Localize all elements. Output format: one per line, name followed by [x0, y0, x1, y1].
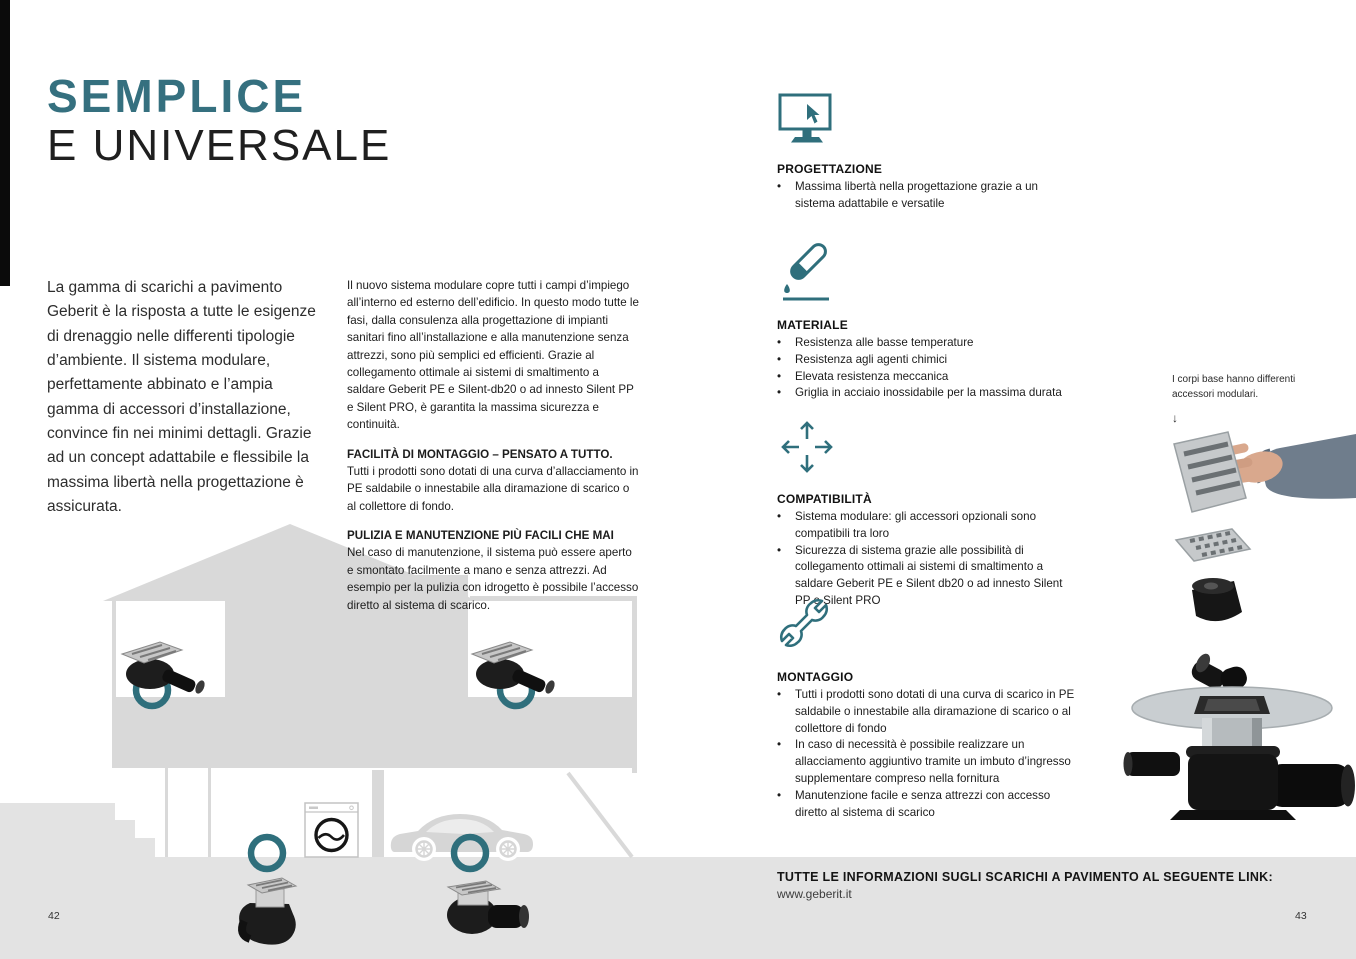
- right-wall: [632, 601, 637, 773]
- laundry-garage-wall: [372, 770, 384, 857]
- feature-bullet: • Massima libertà nella progettazione grazie a un sistema adattabile e versatile: [777, 179, 1079, 213]
- feature-bullet: • Sicurezza di sistema grazie alle possibilità di collegamento ottimali ai sistemi di smaltimento a saldare Geberit PE e Silent db20 o ad innesto Silent PP e Silent PRO: [777, 543, 1079, 610]
- footer-link[interactable]: www.geberit.it: [777, 887, 852, 901]
- intro-paragraph: La gamma di scarichi a pavimento Geberit è la risposta a tutte le esigenze di drenaggio nelle differenti tipologie d’ambiente. Il sistema modulare, perfettamente abbinato e l’ampia gamma di accessori d’installazione, convince fin nei minimi dettagli. Grazie ad un concept adattabile e flessibile la massima libertà nella progettazione è assicurata.: [47, 279, 316, 515]
- page-number-left: 42: [48, 910, 60, 922]
- rubber-cone-part: [1192, 578, 1242, 621]
- product-caption: [1172, 373, 1334, 427]
- title-line-1: SEMPLICE: [47, 70, 307, 122]
- ground-wall-2: [208, 768, 211, 857]
- feature-bullet: • Griglia in acciaio inossidabile per la massima durata: [777, 385, 1079, 402]
- article-section-body: Nel caso di manutenzione, il sistema può essere aperto e smontato facilmente a mano e senza attrezzi. Ad esempio per la pulizia con idrogetto è possibile l’accesso diretto al sistema di scarico.: [347, 546, 639, 612]
- feature-bullet: • Manutenzione facile e senza attrezzi con accesso diretto al sistema di scarico: [777, 788, 1079, 822]
- feature-heading: COMPATIBILITÀ: [777, 492, 872, 506]
- drain-marker-lower-left: [251, 837, 283, 869]
- floor-drain-product-lower-right: [447, 881, 529, 934]
- feature-heading: MONTAGGIO: [777, 670, 854, 684]
- drain-body-assembly: [1124, 687, 1356, 820]
- product-caption-text: I corpi base hanno differenti accessori modulari.: [1172, 374, 1296, 400]
- floor-drain-product-upper-right: [472, 642, 557, 695]
- grate-loose: [1176, 529, 1250, 561]
- feature-progettazione: [777, 86, 1079, 213]
- footer-heading: TUTTE LE INFORMAZIONI SUGLI SCARICHI A PAVIMENTO AL SEGUENTE LINK:: [777, 870, 1273, 884]
- feature-bullet: • Elevata resistenza meccanica: [777, 369, 1079, 386]
- article-section-body: Tutti i prodotti sono dotati di una curva d’allacciamento in PE saldabile o innestabile alla diramazione di scarico o al collettore di fondo.: [347, 464, 639, 513]
- feature-bullet: • Resistenza alle basse temperature: [777, 335, 1079, 352]
- feature-materiale: [777, 242, 1079, 402]
- feature-montaggio: [777, 594, 1079, 821]
- ground-wall-1: [165, 768, 168, 857]
- left-wall-upper: [112, 601, 116, 697]
- feature-bullet-list: [777, 687, 1079, 821]
- exploded-product-view: [1110, 420, 1356, 835]
- article-lead: Il nuovo sistema modulare copre tutti i campi d’impiego all’interno ed esterno dell’edificio. In questo modo tutte le fasi, dalla consulenza alla progettazione di impianti sanitari fino all’installazione e alla manutenzione senza attrezzi, sono più semplici ed efficienti. Grazie al collegamento ottimale ai sistemi di smaltimento a saldare Geberit PE e Silent-db20 o ad innesto Silent PP e Silent PRO, è garantita la massima sicurezza e continuità.: [347, 279, 639, 432]
- feature-bullet-list: [777, 179, 1079, 213]
- article-section-heading: PULIZIA E MANUTENZIONE PIÙ FACILI CHE MAI: [347, 529, 614, 543]
- floor-drain-product-lower-left: [239, 878, 296, 945]
- stairs-silhouette: [0, 803, 155, 857]
- test-tube-drop-icon: [777, 242, 837, 304]
- feature-bullet: • Sistema modulare: gli accessori opzionali sono compatibili tra loro: [777, 509, 1079, 543]
- feature-bullet: • In caso di necessità è possibile realizzare un allacciamento aggiuntivo tramite un imbuto d’ingresso supplementare compreso nella fornitura: [777, 737, 1079, 787]
- feature-heading: MATERIALE: [777, 318, 848, 332]
- footer-info: [777, 870, 1297, 903]
- feature-heading: PROGETTAZIONE: [777, 162, 883, 176]
- four-arrows-icon: [777, 416, 837, 478]
- driveway-ramp: [568, 773, 632, 857]
- feature-bullet: • Tutti i prodotti sono dotati di una curva di scarico in PE saldabile o innestabile alla diramazione di scarico o al collettore di fondo: [777, 687, 1079, 737]
- feature-bullet-list: [777, 335, 1079, 402]
- middle-floor-slab: [112, 697, 632, 768]
- washing-machine-icon: [305, 803, 358, 857]
- feature-compatibilita: [777, 416, 1079, 610]
- title-line-2: E UNIVERSALE: [47, 121, 392, 171]
- down-arrow-icon: ↓: [1172, 411, 1178, 425]
- page-number-right: 43: [1295, 910, 1307, 922]
- grate-held: [1174, 432, 1246, 512]
- page-title: [47, 72, 391, 171]
- monitor-cursor-icon: [777, 86, 837, 148]
- article-section-heading: FACILITÀ DI MONTAGGIO – PENSATO A TUTTO.: [347, 447, 613, 461]
- wrench-icon: [777, 594, 837, 656]
- article-column: [347, 277, 639, 614]
- page-edge-shadow: [0, 0, 10, 286]
- feature-bullet: • Resistenza agli agenti chimici: [777, 352, 1079, 369]
